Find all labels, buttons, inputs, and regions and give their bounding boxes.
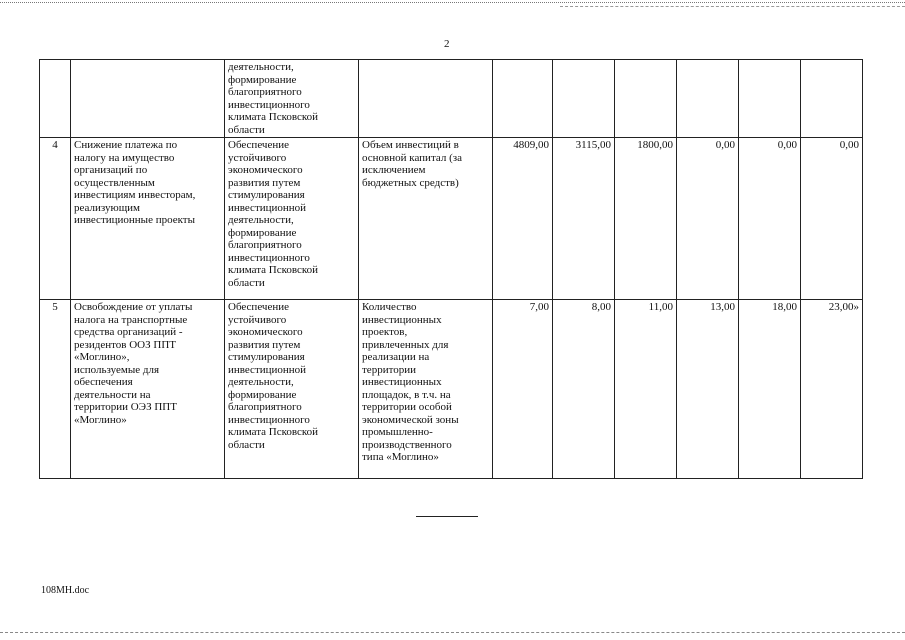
table-row xyxy=(40,300,863,479)
value-cell: 3115,00 xyxy=(553,138,615,300)
value-cell: 7,00 xyxy=(493,300,553,479)
indicator-cell xyxy=(359,60,493,138)
value-cell: 8,00 xyxy=(553,300,615,479)
indicator-cell: Объем инвестиций в основной капитал (за исключением бюджетных средств) xyxy=(359,138,493,300)
value-cell: 23,00» xyxy=(801,300,863,479)
value-cell: 0,00 xyxy=(801,138,863,300)
footer-filename: 108МН.doc xyxy=(41,585,90,596)
value-cell xyxy=(615,60,677,138)
indicators-table xyxy=(39,59,863,479)
table-row xyxy=(40,60,863,138)
row-number-cell xyxy=(40,60,71,138)
value-cell xyxy=(677,60,739,138)
indicator-cell: Количество инвестиционных проектов, привлеченных для реализации на территории инвестиционных площадок, в т.ч. на территории особой экономической зоны промышленно- производственного типа «Моглино» xyxy=(359,300,493,479)
row-number-cell: 5 xyxy=(40,300,71,479)
value-cell xyxy=(493,60,553,138)
scan-edge-bottom xyxy=(0,632,905,635)
value-cell: 4809,00 xyxy=(493,138,553,300)
value-cell xyxy=(801,60,863,138)
value-cell: 13,00 xyxy=(677,300,739,479)
measure-name-cell: Снижение платежа по налогу на имущество организаций по осуществленным инвестициям инвесторам, реализующим инвестиционные проекты xyxy=(71,138,225,300)
measure-name-cell: Освобождение от уплаты налога на транспортные средства организаций - резидентов ООЗ ППТ «Моглино», используемые для обеспечения деятельности на территории ОЭЗ ППТ «Моглино» xyxy=(71,300,225,479)
scan-edge-top xyxy=(0,2,905,5)
table-row xyxy=(40,138,863,300)
value-cell: 1800,00 xyxy=(615,138,677,300)
value-cell xyxy=(553,60,615,138)
goal-cell: деятельности, формирование благоприятного инвестиционного климата Псковской области xyxy=(225,60,359,138)
value-cell: 0,00 xyxy=(739,138,801,300)
value-cell: 11,00 xyxy=(615,300,677,479)
value-cell: 0,00 xyxy=(677,138,739,300)
scan-edge-top-dash xyxy=(560,6,905,8)
page-number: 2 xyxy=(444,38,450,50)
footer-divider xyxy=(416,516,478,517)
goal-cell: Обеспечение устойчивого экономического развития путем стимулирования инвестиционной деятельности, формирование благоприятного инвестиционного климата Псковской области xyxy=(225,138,359,300)
measure-name-cell xyxy=(71,60,225,138)
value-cell: 18,00 xyxy=(739,300,801,479)
row-number-cell: 4 xyxy=(40,138,71,300)
goal-cell: Обеспечение устойчивого экономического развития путем стимулирования инвестиционной деятельности, формирование благоприятного инвестиционного климата Псковской области xyxy=(225,300,359,479)
value-cell xyxy=(739,60,801,138)
